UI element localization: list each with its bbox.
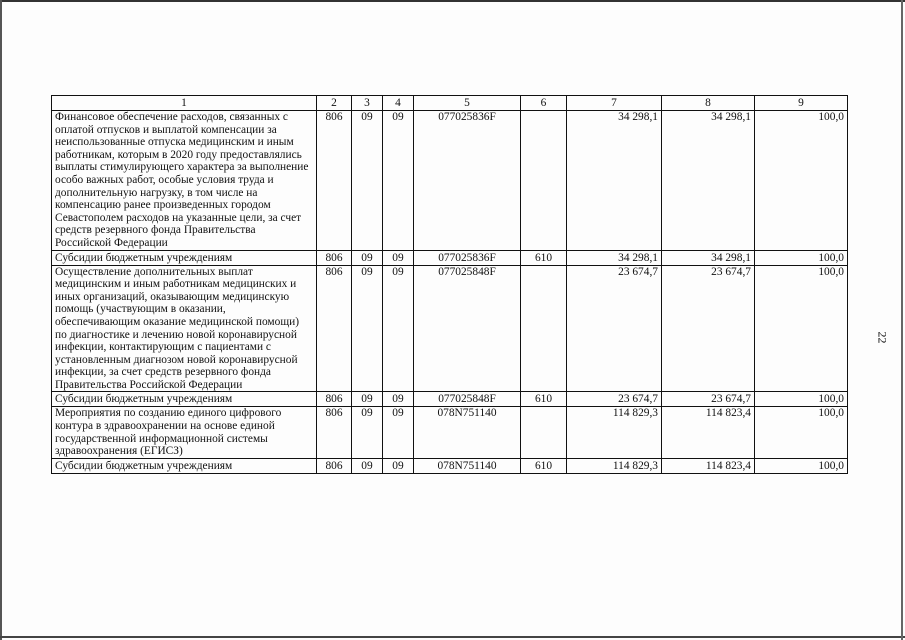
cell-percent: 100,0 (755, 458, 848, 473)
cell-plan: 23 674,7 (567, 265, 662, 392)
cell-subsection: 09 (383, 458, 414, 473)
header-cell: 9 (755, 96, 848, 111)
cell-actual: 23 674,7 (662, 392, 755, 407)
header-cell: 5 (414, 96, 521, 111)
header-cell: 2 (317, 96, 352, 111)
header-cell: 8 (662, 96, 755, 111)
header-cell: 6 (521, 96, 567, 111)
row-name: Мероприятия по созданию единого цифрового контура в здравоохранении на основе единой государственной информационной системы здравоохранения (ЕГИСЗ) (52, 407, 317, 458)
cell-actual: 34 298,1 (662, 250, 755, 265)
cell-percent: 100,0 (755, 250, 848, 265)
cell-percent: 100,0 (755, 407, 848, 458)
cell-subsection: 09 (383, 250, 414, 265)
cell-plan: 34 298,1 (567, 250, 662, 265)
cell-subsection: 09 (383, 407, 414, 458)
header-cell: 3 (352, 96, 383, 111)
cell-subsection: 09 (383, 265, 414, 392)
cell-ministry-code: 806 (317, 392, 352, 407)
table-row (52, 250, 848, 265)
cell-expense-type (521, 407, 567, 458)
row-name: Осуществление дополнительных выплат медицинским и иным работникам медицинских и иных организаций, оказывающим медицинскую помощь (участвующим в оказании, обеспечивающим оказание медицинской помощи) по диагностике и лечению новой коронавирусной инфекции, контактирующим с пациентами с установленным диагнозом новой коронавирусной инфекции, за счет средств резервного фонда Правительства Российской Федерации (52, 265, 317, 392)
cell-section: 09 (352, 111, 383, 251)
cell-section: 09 (352, 458, 383, 473)
cell-expense-type (521, 111, 567, 251)
cell-plan: 23 674,7 (567, 392, 662, 407)
cell-subsection: 09 (383, 111, 414, 251)
cell-section: 09 (352, 392, 383, 407)
cell-target-article: 078N751140 (414, 458, 521, 473)
cell-plan: 34 298,1 (567, 111, 662, 251)
table-row (52, 392, 848, 407)
table-row (52, 265, 848, 392)
cell-percent: 100,0 (755, 265, 848, 392)
table-row (52, 111, 848, 251)
cell-target-article: 077025848F (414, 392, 521, 407)
cell-actual: 114 823,4 (662, 407, 755, 458)
cell-actual: 114 823,4 (662, 458, 755, 473)
cell-expense-type: 610 (521, 250, 567, 265)
cell-ministry-code: 806 (317, 265, 352, 392)
cell-ministry-code: 806 (317, 458, 352, 473)
scan-edge-right (901, 0, 903, 640)
cell-expense-type: 610 (521, 392, 567, 407)
row-name: Финансовое обеспечение расходов, связанных с оплатой отпусков и выплатой компенсации за неиспользованные отпуска медицинским и иным работникам, которым в 2020 году предоставлялись выплаты стимулирующего характера за выполнение особо важных работ, особые условия труда и дополнительную нагрузку, в том числе на компенсацию ранее произведенных городом Севастополем расходов на указанные цели, за счет средств резервного фонда Правительства Российской Федерации (52, 111, 317, 251)
table-row (52, 407, 848, 458)
cell-target-article: 077025836F (414, 111, 521, 251)
header-cell: 7 (567, 96, 662, 111)
cell-target-article: 078N751140 (414, 407, 521, 458)
cell-section: 09 (352, 407, 383, 458)
row-name: Субсидии бюджетным учреждениям (52, 250, 317, 265)
cell-percent: 100,0 (755, 392, 848, 407)
cell-plan: 114 829,3 (567, 407, 662, 458)
cell-ministry-code: 806 (317, 250, 352, 265)
cell-section: 09 (352, 265, 383, 392)
table-header-row (52, 96, 848, 111)
cell-ministry-code: 806 (317, 111, 352, 251)
cell-expense-type (521, 265, 567, 392)
cell-plan: 114 829,3 (567, 458, 662, 473)
cell-subsection: 09 (383, 392, 414, 407)
page-number: 22 (875, 331, 890, 344)
cell-actual: 23 674,7 (662, 265, 755, 392)
row-name: Субсидии бюджетным учреждениям (52, 392, 317, 407)
cell-section: 09 (352, 250, 383, 265)
cell-expense-type: 610 (521, 458, 567, 473)
cell-target-article: 077025836F (414, 250, 521, 265)
cell-actual: 34 298,1 (662, 111, 755, 251)
scan-edge-left (0, 0, 2, 640)
header-cell: 4 (383, 96, 414, 111)
budget-table (51, 95, 848, 474)
table-row (52, 458, 848, 473)
row-name: Субсидии бюджетным учреждениям (52, 458, 317, 473)
scan-edge-top (0, 0, 905, 2)
scan-edge-bottom (0, 636, 905, 638)
cell-percent: 100,0 (755, 111, 848, 251)
cell-target-article: 077025848F (414, 265, 521, 392)
cell-ministry-code: 806 (317, 407, 352, 458)
header-cell: 1 (52, 96, 317, 111)
